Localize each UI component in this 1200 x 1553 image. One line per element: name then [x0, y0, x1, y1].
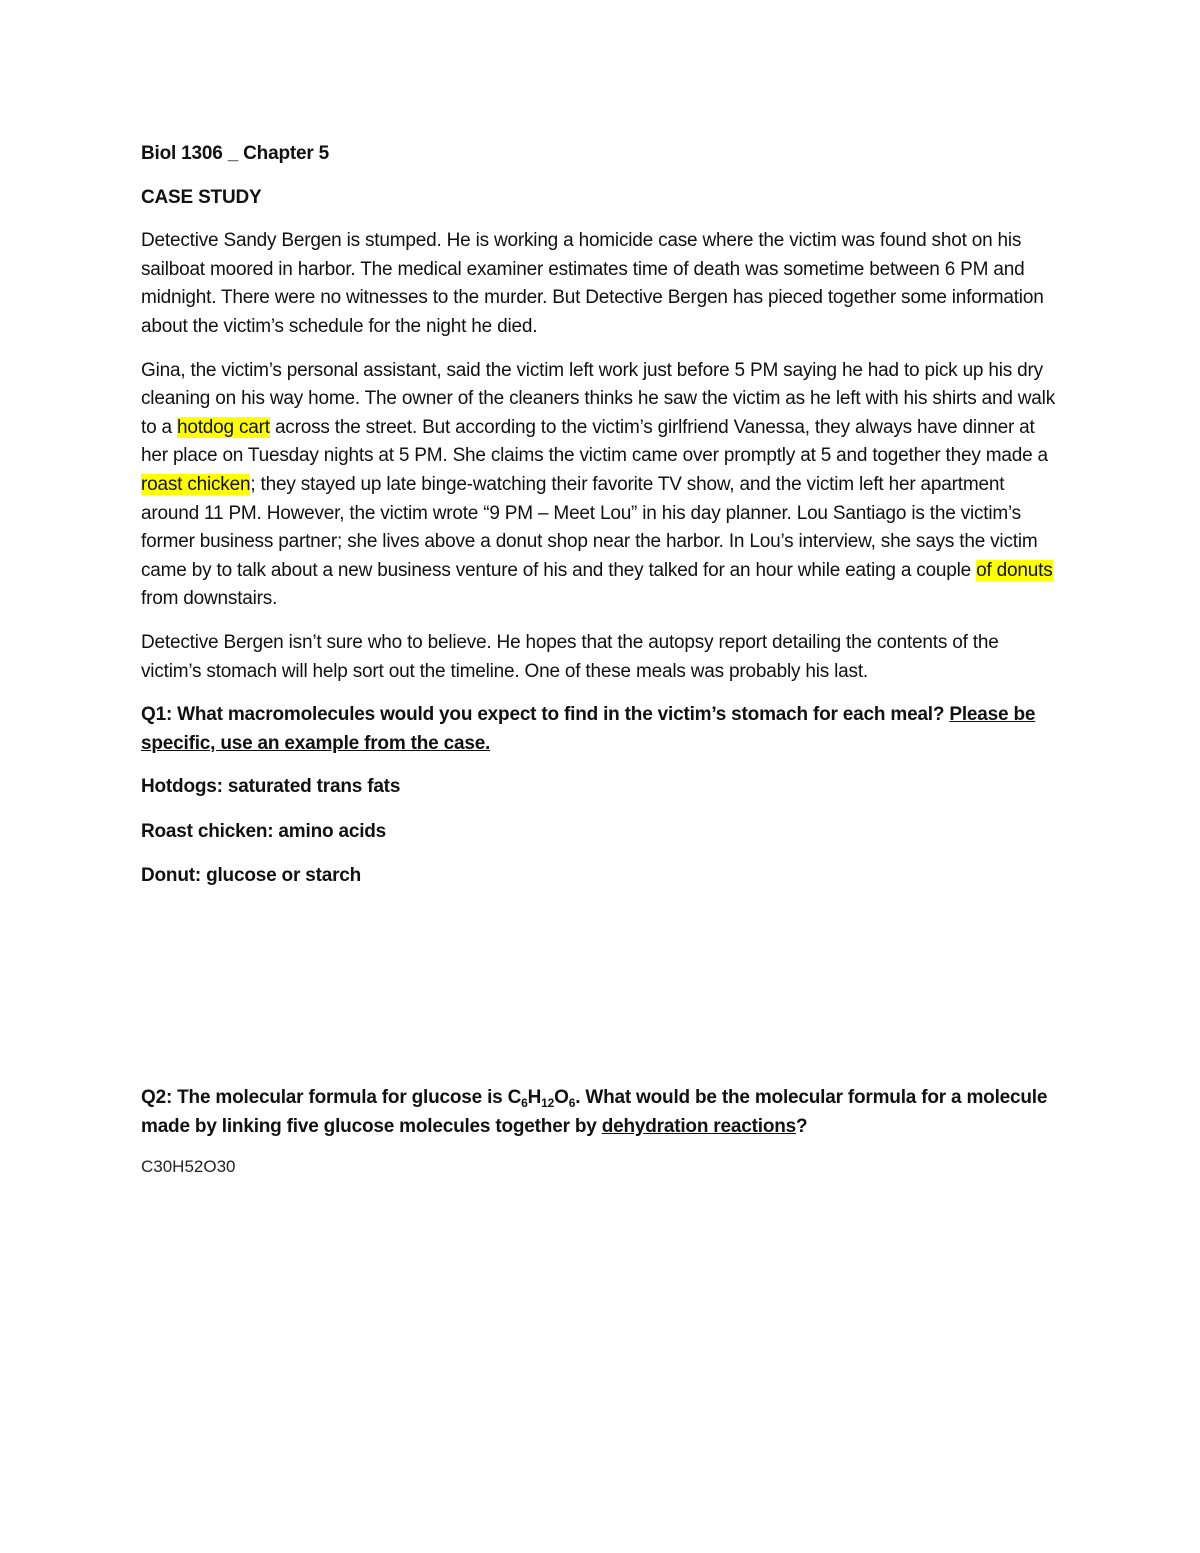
- section-heading: CASE STUDY: [141, 186, 262, 208]
- question-2-text: Q2: The molecular formula for glucose is C: [141, 1087, 522, 1108]
- case-paragraph-3: Detective Bergen isn’t sure who to believe. He hopes that the autopsy report detailing the contents of the victim’s stomach will help sort out the timeline. One of these meals was probably his last.: [141, 631, 999, 682]
- highlight-donuts: of donuts: [976, 559, 1053, 581]
- answer-roast-chicken: Roast chicken: amino acids: [141, 820, 387, 842]
- highlight-roast-chicken: roast chicken: [141, 473, 251, 495]
- subscript: 6: [521, 1096, 528, 1110]
- question-1-instruction: Please be specific, use an example from the case.: [141, 704, 1036, 754]
- case-paragraph-1: Detective Sandy Bergen is stumped. He is working a homicide case where the victim was found shot on his sailboat moored in harbor. The medical examiner estimates time of death was sometime between 6 PM and midnight. There were no witnesses to the murder. But Detective Bergen has pieced together some information about the victim’s schedule for the night he died.: [141, 230, 1044, 337]
- answer-donut: Donut: glucose or starch: [141, 865, 362, 887]
- formula-part: O: [554, 1087, 569, 1108]
- document-body: [141, 140, 1061, 907]
- question-2: [141, 1084, 1061, 1141]
- answer-hotdogs: Hotdogs: saturated trans fats: [141, 776, 401, 798]
- question-2-text: . What would be the molecular formula for a molecule made by linking five glucose molecules together by: [141, 1087, 1048, 1137]
- question-2-text: ?: [796, 1115, 808, 1137]
- paragraph-text: from downstairs.: [141, 588, 278, 610]
- document-title: Biol 1306 _ Chapter 5: [141, 143, 329, 164]
- answer-q2: C30H52O30: [141, 1157, 236, 1176]
- paragraph-text: across the street. But according to the victim’s girlfriend Vanessa, they always have dinner at her place on Tuesday nights at 5 PM. She claims the victim came over promptly at 5 and together they made a: [141, 416, 1048, 467]
- subscript: 6: [568, 1096, 576, 1110]
- question-1-text: Q1: What macromolecules would you expect to find in the victim’s stomach for each meal?: [141, 704, 950, 726]
- highlight-hotdog-cart: hotdog cart: [176, 416, 270, 438]
- paragraph-text: Gina, the victim’s personal assistant, said the victim left work just before 5 PM saying he had to pick up his dry cleaning on his way home. The owner of the cleaners thinks he saw the victim as he left with his shirts and walk to a: [141, 359, 1055, 438]
- subscript: 12: [541, 1096, 555, 1110]
- question-1: [141, 701, 1061, 758]
- paragraph-text: ; they stayed up late binge-watching their favorite TV show, and the victim left her apartment around 11 PM. However, the victim wrote “9 PM – Meet Lou” in his day planner. Lou Santiago is the victim’s former business partner; she lives above a donut shop near the harbor. In Lou’s interview, she says the victim came by to talk about a new business venture of his and they talked for an hour while eating a couple: [141, 473, 1038, 581]
- dehydration-reactions-term: dehydration reactions: [601, 1115, 796, 1137]
- case-paragraph-2: [141, 357, 1061, 614]
- formula-part: H: [527, 1087, 542, 1108]
